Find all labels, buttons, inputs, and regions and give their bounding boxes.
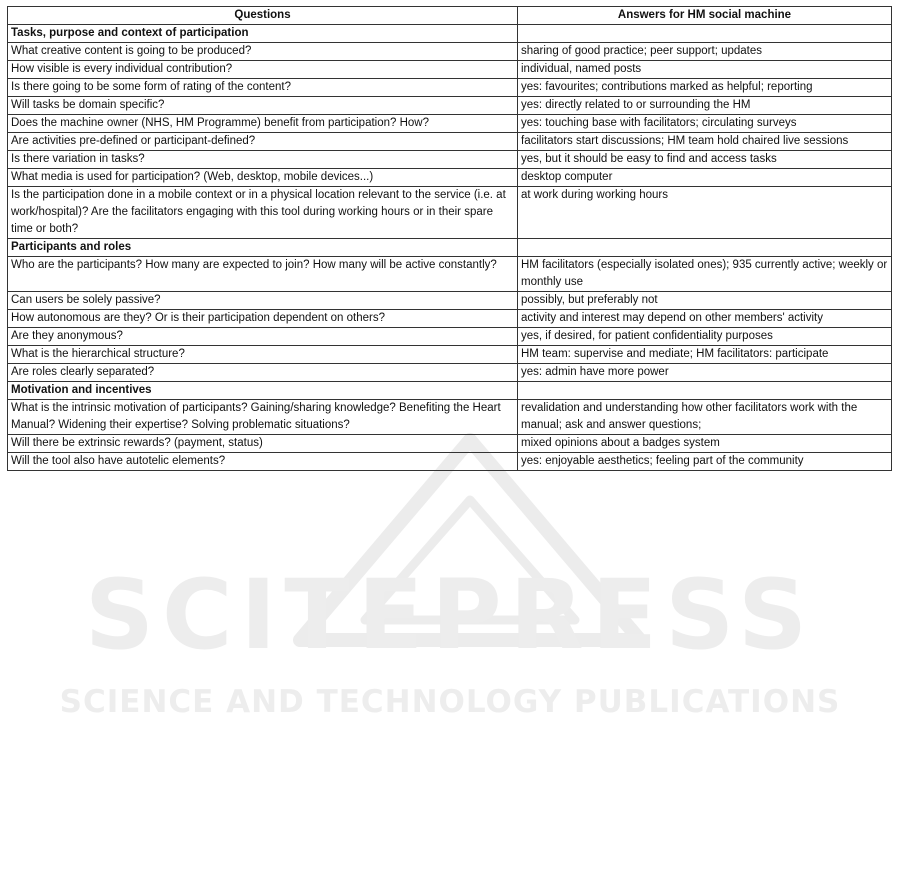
- question-cell: How visible is every individual contribution?: [8, 61, 518, 79]
- question-cell: Is there going to be some form of rating of the content?: [8, 79, 518, 97]
- question-cell: Does the machine owner (NHS, HM Programme) benefit from participation? How?: [8, 115, 518, 133]
- question-cell: Will tasks be domain specific?: [8, 97, 518, 115]
- table-row: [8, 257, 892, 292]
- table-row: [8, 43, 892, 61]
- answer-cell: mixed opinions about a badges system: [518, 435, 892, 453]
- section-title: Motivation and incentives: [8, 382, 518, 400]
- section-blank-cell: [518, 239, 892, 257]
- answer-cell: sharing of good practice; peer support; updates: [518, 43, 892, 61]
- qa-body: [8, 25, 892, 471]
- table-row: [8, 292, 892, 310]
- table-row: [8, 453, 892, 471]
- question-cell: Is the participation done in a mobile context or in a physical location relevant to the service (i.e. at work/hospital)? Are the facilitators engaging with this tool during working hours or in their spare time or both?: [8, 187, 518, 239]
- section-row: [8, 239, 892, 257]
- section-title: Tasks, purpose and context of participation: [8, 25, 518, 43]
- answer-cell: possibly, but preferably not: [518, 292, 892, 310]
- section-title: Participants and roles: [8, 239, 518, 257]
- answer-cell: individual, named posts: [518, 61, 892, 79]
- question-cell: Will the tool also have autotelic elements?: [8, 453, 518, 471]
- table-row: [8, 346, 892, 364]
- section-blank-cell: [518, 382, 892, 400]
- question-cell: Can users be solely passive?: [8, 292, 518, 310]
- section-row: [8, 25, 892, 43]
- question-cell: Will there be extrinsic rewards? (payment, status): [8, 435, 518, 453]
- answer-cell: HM team: supervise and mediate; HM facilitators: participate: [518, 346, 892, 364]
- header-answers: Answers for HM social machine: [518, 7, 892, 25]
- answer-cell: yes: directly related to or surrounding the HM: [518, 97, 892, 115]
- question-cell: Who are the participants? How many are expected to join? How many will be active constantly?: [8, 257, 518, 292]
- answer-cell: HM facilitators (especially isolated ones); 935 currently active; weekly or monthly use: [518, 257, 892, 292]
- answer-cell: yes: touching base with facilitators; circulating surveys: [518, 115, 892, 133]
- table-row: [8, 169, 892, 187]
- question-cell: How autonomous are they? Or is their participation dependent on others?: [8, 310, 518, 328]
- answer-cell: yes: admin have more power: [518, 364, 892, 382]
- watermark-line2: SCIENCE AND TECHNOLOGY PUBLICATIONS: [59, 684, 841, 720]
- section-row: [8, 382, 892, 400]
- answer-cell: activity and interest may depend on other members' activity: [518, 310, 892, 328]
- answer-cell: yes: favourites; contributions marked as helpful; reporting: [518, 79, 892, 97]
- answer-cell: yes, but it should be easy to find and access tasks: [518, 151, 892, 169]
- table-row: [8, 310, 892, 328]
- question-cell: Are roles clearly separated?: [8, 364, 518, 382]
- qa-table: [7, 6, 892, 471]
- question-cell: Are activities pre-defined or participant-defined?: [8, 133, 518, 151]
- question-cell: Is there variation in tasks?: [8, 151, 518, 169]
- answer-cell: revalidation and understanding how other facilitators work with the manual; ask and answer questions;: [518, 400, 892, 435]
- section-blank-cell: [518, 25, 892, 43]
- answer-cell: yes, if desired, for patient confidentiality purposes: [518, 328, 892, 346]
- question-cell: What is the hierarchical structure?: [8, 346, 518, 364]
- answer-cell: facilitators start discussions; HM team hold chaired live sessions: [518, 133, 892, 151]
- table-row: [8, 151, 892, 169]
- table-row: [8, 79, 892, 97]
- header-row: [8, 7, 892, 25]
- table-row: [8, 400, 892, 435]
- header-questions: Questions: [8, 7, 518, 25]
- question-cell: What media is used for participation? (Web, desktop, mobile devices...): [8, 169, 518, 187]
- table-row: [8, 328, 892, 346]
- table-row: [8, 61, 892, 79]
- answer-cell: desktop computer: [518, 169, 892, 187]
- table-row: [8, 187, 892, 239]
- answer-cell: at work during working hours: [518, 187, 892, 239]
- answer-cell: yes: enjoyable aesthetics; feeling part of the community: [518, 453, 892, 471]
- question-cell: What is the intrinsic motivation of participants? Gaining/sharing knowledge? Benefiting the Heart Manual? Widening their expertise? Solving problematic situations?: [8, 400, 518, 435]
- question-cell: Are they anonymous?: [8, 328, 518, 346]
- table-row: [8, 115, 892, 133]
- question-cell: What creative content is going to be produced?: [8, 43, 518, 61]
- table-row: [8, 97, 892, 115]
- watermark-line1: SCITEPRESS: [84, 559, 816, 671]
- table-row: [8, 435, 892, 453]
- table-row: [8, 133, 892, 151]
- table-row: [8, 364, 892, 382]
